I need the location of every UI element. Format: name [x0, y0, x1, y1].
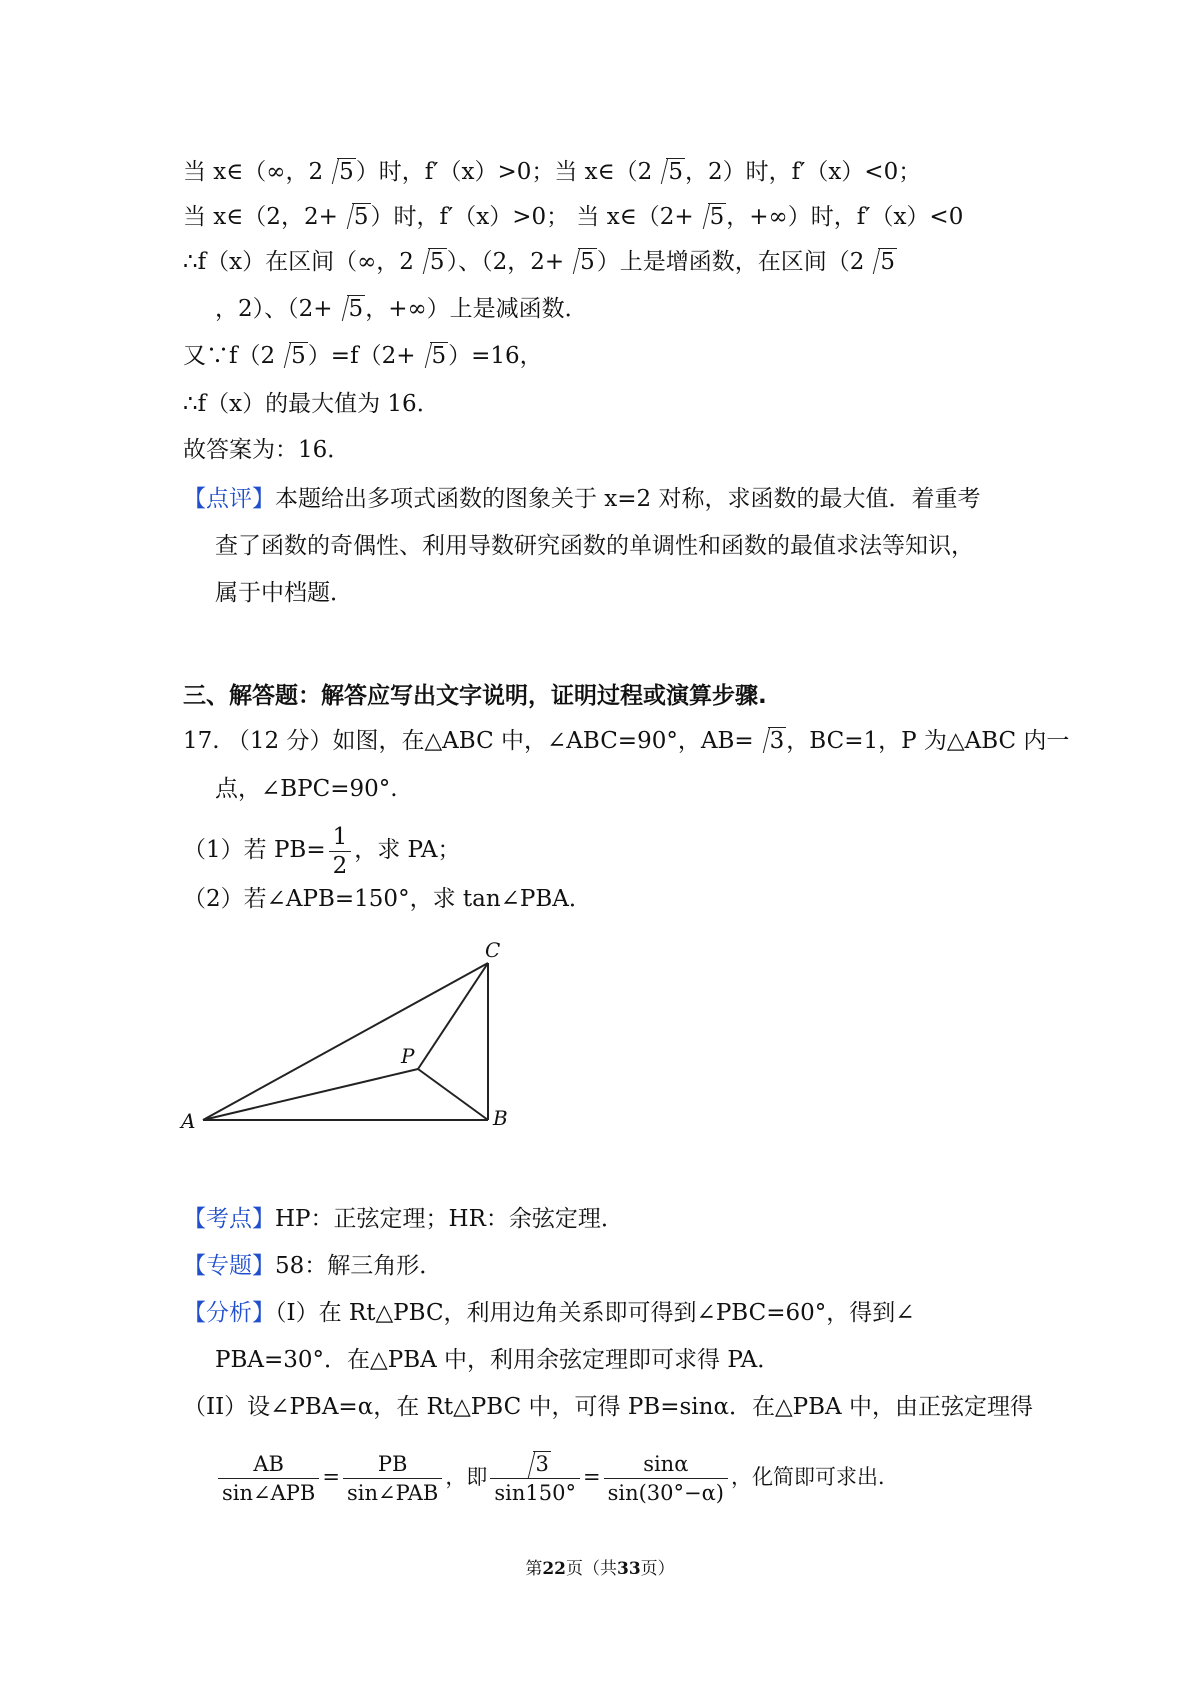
comment-line-1: 【点评】本题给出多项式函数的图象关于 x=﻿2 对称，求函数的最大值．着重考 — [183, 486, 981, 512]
analysis-line-1: 【分析】（I）在 Rt△PBC，利用边角关系即可得到∠PBC=60°，得到∠ — [183, 1300, 915, 1326]
sqrt-symbol: 5 — [277, 340, 308, 372]
comment-line-2: 查了函数的奇偶性、利用导数研究函数的单调性和函数的最值求法等知识， — [215, 533, 974, 559]
analysis-line-3: （II）设∠PBA=α，在 Rt△PBC 中，可得 PB=sinα．在△PBA 中，由正弦定理得 — [183, 1394, 1033, 1420]
text-line-6: ∴f（x）的最大值为 16． — [183, 391, 440, 417]
topic-tag: 【专题】 — [183, 1253, 275, 1279]
sqrt-symbol: 5 — [335, 293, 366, 325]
comment-tag: 【点评】 — [183, 486, 275, 512]
edge-ac — [203, 963, 488, 1120]
sqrt-symbol: 5 — [418, 340, 449, 372]
question-17-line-1: 17. （12 分）如图，在△ABC 中，∠ABC=90°，AB= 3，BC=1，P 为△ABC 内一 — [183, 725, 1069, 757]
fraction-sina-over-sin30-minus-a: $\frac{\sin\alpha}{\sin(30^\circ-\alpha)}$ — [604, 1450, 728, 1507]
sqrt-symbol: 5 — [866, 246, 897, 278]
sqrt-symbol: 5 — [325, 156, 356, 188]
vertex-label-a: A — [181, 1109, 196, 1133]
fraction-ab-over-sin-apb: $\frac{AB}{\text{sin∠APB}}$ — [218, 1450, 319, 1507]
vertex-label-b: B — [493, 1106, 508, 1130]
sqrt-symbol: 3 — [756, 725, 787, 757]
current-page-number: 22 — [542, 1559, 566, 1579]
section-heading: 三、解答题：解答应写出文字说明，证明过程或演算步骤. — [183, 683, 767, 709]
topic-line: 【专题】58：解三角形． — [183, 1253, 443, 1279]
text-line-4: ，﻿2）、（﻿2+ 5，+∞）上是减函数． — [215, 293, 588, 325]
sqrt-symbol: 5 — [416, 246, 447, 278]
key-point-tag: 【考点】 — [183, 1206, 275, 1232]
text-line-1: 当 x∈（﻿﻿﻿∞，﻿2﻿5）时，f′（x）>0；当 x∈（﻿2﻿5，﻿2）时，f′（x）<0； — [183, 156, 921, 188]
vertex-label-p: P — [401, 1044, 415, 1068]
analysis-tag: 【分析】 — [183, 1300, 275, 1326]
comment-line-3: 属于中档题． — [215, 580, 353, 606]
edge-ap — [203, 1069, 418, 1120]
fraction-sqrt3-over-sin150: $\frac{3}{\sin 150^\circ}$ — [490, 1450, 580, 1507]
edge-pc — [418, 963, 488, 1069]
vertex-label-c: C — [485, 938, 501, 962]
text-line-2: 当 x∈（﻿2，﻿2+ 5）时，f′（x）>0； 当 x∈（﻿2+ 5，+∞）时，f′（x）<0 — [183, 201, 963, 233]
fraction-one-half: $\frac{1}{2}$ — [329, 823, 352, 880]
triangle-figure — [175, 935, 515, 1150]
page-footer: 第22页（共33页） — [525, 1559, 675, 1579]
total-page-count: 33 — [617, 1559, 641, 1579]
fraction-pb-over-sin-pab: $\frac{PB}{\text{sin∠PAB}}$ — [343, 1450, 442, 1507]
sqrt-symbol: 5 — [566, 246, 597, 278]
key-point-line: 【考点】HP：正弦定理；HR：余弦定理． — [183, 1206, 624, 1232]
edge-pb — [418, 1069, 488, 1120]
analysis-line-2: PBA=30°．在△PBA 中，利用余弦定理即可求得 PA． — [215, 1347, 781, 1373]
text-line-3: ∴f（x）在区间（﻿∞，﻿2﻿5）、（﻿2，﻿2+ 5）上是增函数，在区间（﻿2﻿5 — [183, 246, 897, 278]
text-line-7: 故答案为：16． — [183, 437, 351, 463]
question-17-line-2: 点，∠BPC=90°. — [215, 776, 398, 802]
sqrt-symbol: 5 — [696, 201, 727, 233]
text-line-5: 又∵f（﻿2﻿5）=f（﻿2+ 5）=16， — [183, 340, 543, 372]
formula-line: $\frac{AB}{\text{sin∠APB}}$ = $\frac{PB}{\text{sin∠PAB}}$ ，即 $\frac{3}{\sin 150^\circ}$ = $\frac{\sin\alpha}{\sin(30^\circ-\alpha)}$ ，化简即可求出． — [215, 1445, 899, 1509]
question-part-1: （1）若 PB= $\frac{1}{2}$ ，求 PA； — [183, 823, 461, 879]
question-part-2: （2）若∠APB=150°，求 tan∠PBA． — [183, 886, 592, 912]
sqrt-symbol: 5 — [340, 201, 371, 233]
sqrt-symbol: 5 — [654, 156, 685, 188]
